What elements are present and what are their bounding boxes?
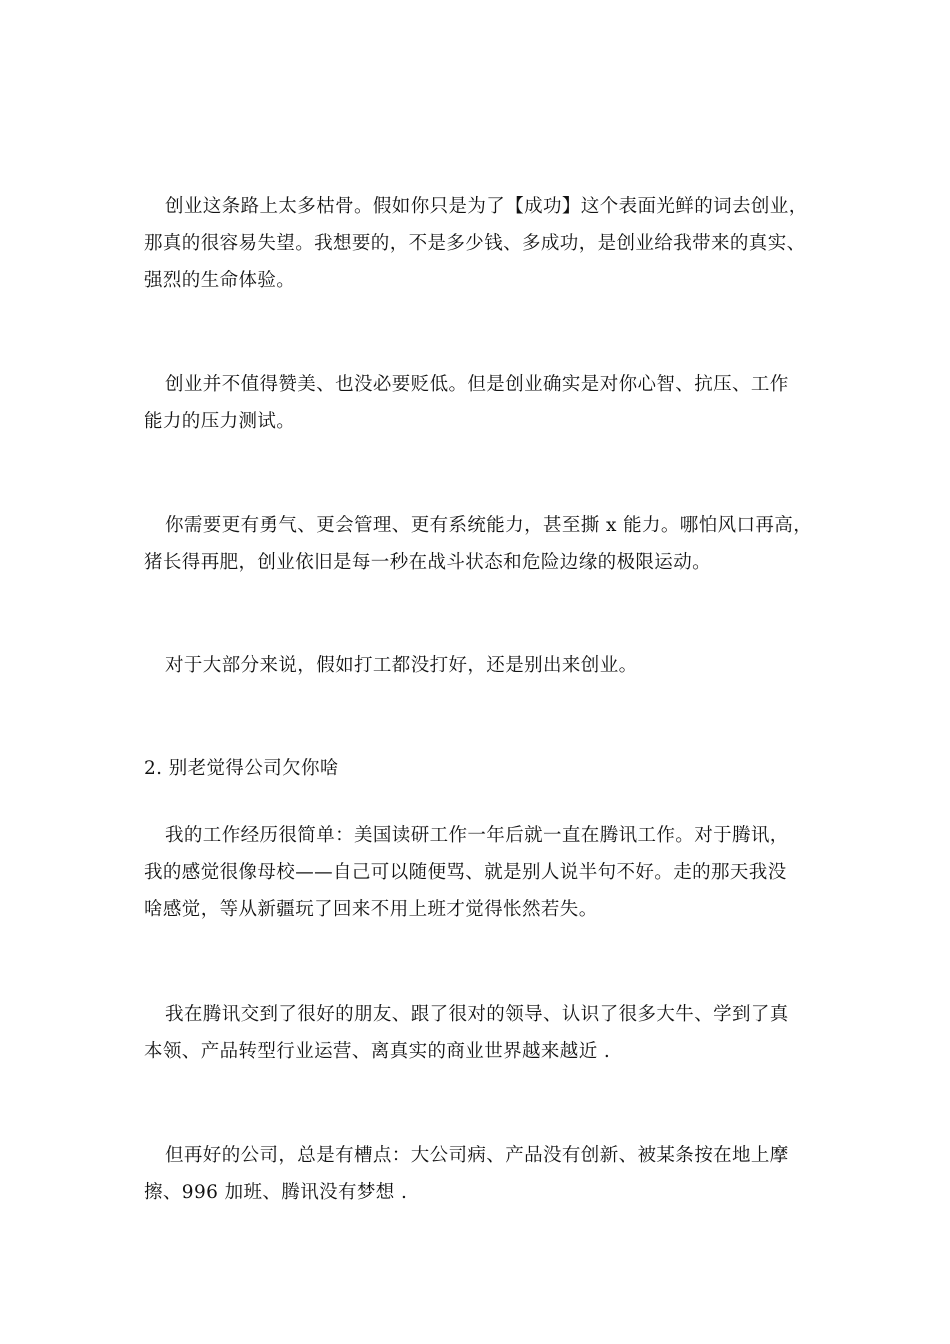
paragraph-line: 你需要更有勇气、更会管理、更有系统能力，甚至撕 x 能力。哪怕风口再高， [165,515,813,536]
paragraph-line: 擦、996 加班、腾讯没有梦想 . [144,1182,408,1203]
paragraph-line: 本领、产品转型行业运营、离真实的商业世界越来越近 . [144,1041,611,1062]
paragraph-courage [144,507,814,581]
paragraph-line: 但再好的公司，总是有槽点：大公司病、产品没有创新、被某条按在地上摩 [165,1145,789,1166]
paragraph-pressure-test [144,366,814,440]
paragraph-work-experience [144,817,814,928]
paragraph-line: 我的工作经历很简单：美国读研工作一年后就一直在腾讯工作。对于腾讯， [165,825,789,846]
paragraph-line: 创业并不值得赞美、也没必要贬低。但是创业确实是对你心智、抗压、工作 [165,374,789,395]
paragraph-line: 创业这条路上太多枯骨。假如你只是为了【成功】这个表面光鲜的词去创业， [165,196,808,217]
paragraph-line: 啥感觉，等从新疆玩了回来不用上班才觉得怅然若失。 [144,899,598,920]
paragraph-gains [144,996,814,1070]
section-heading [144,750,814,787]
paragraph-line: 我在腾讯交到了很好的朋友、跟了很对的领导、认识了很多大牛、学到了真 [165,1004,789,1025]
paragraph-advice [144,647,814,684]
paragraph-line: 猪长得再肥，创业依旧是每一秒在战斗状态和危险边缘的极限运动。 [144,552,712,573]
paragraph-line: 能力的压力测试。 [144,411,296,432]
paragraph-line: 对于大部分来说，假如打工都没打好，还是别出来创业。 [165,655,638,676]
paragraph-line: 强烈的生命体验。 [144,270,296,291]
paragraph-entrepreneurship-graveyard [144,188,814,299]
paragraph-line: 我的感觉很像母校——自己可以随便骂、就是别人说半句不好。走的那天我没 [144,862,787,883]
paragraph-line: 那真的很容易失望。我想要的，不是多少钱、多成功，是创业给我带来的真实、 [144,233,806,254]
paragraph-complaints [144,1137,814,1211]
section-heading-text: 2. 别老觉得公司欠你啥 [144,758,339,779]
